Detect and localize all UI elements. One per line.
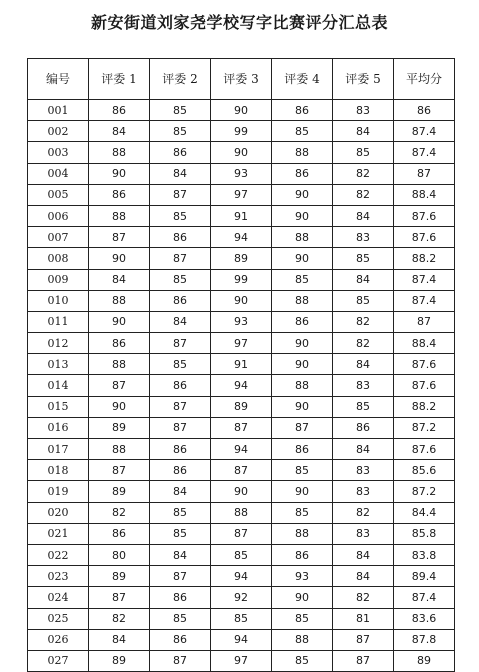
cell-average: 87.4 xyxy=(394,121,455,142)
cell-judge-3: 94 xyxy=(211,439,272,460)
cell-average: 87 xyxy=(394,311,455,332)
cell-average: 88.2 xyxy=(394,396,455,417)
cell-judge-1: 90 xyxy=(89,248,150,269)
table-row xyxy=(28,544,455,565)
cell-judge-1: 90 xyxy=(89,311,150,332)
cell-judge-2: 86 xyxy=(150,439,211,460)
cell-judge-2: 87 xyxy=(150,248,211,269)
cell-average: 87.6 xyxy=(394,354,455,375)
cell-id: 005 xyxy=(28,184,89,205)
header-judge-1: 评委 1 xyxy=(89,59,150,100)
cell-judge-4: 88 xyxy=(272,227,333,248)
cell-judge-4: 86 xyxy=(272,439,333,460)
cell-judge-1: 87 xyxy=(89,375,150,396)
cell-judge-5: 82 xyxy=(333,311,394,332)
cell-id: 007 xyxy=(28,227,89,248)
cell-judge-2: 86 xyxy=(150,142,211,163)
table-row xyxy=(28,439,455,460)
cell-judge-2: 86 xyxy=(150,290,211,311)
cell-judge-3: 94 xyxy=(211,629,272,650)
cell-average: 87.2 xyxy=(394,481,455,502)
cell-id: 012 xyxy=(28,333,89,354)
table-row xyxy=(28,523,455,544)
cell-judge-5: 82 xyxy=(333,184,394,205)
cell-judge-5: 82 xyxy=(333,502,394,523)
cell-judge-5: 83 xyxy=(333,100,394,121)
cell-judge-5: 85 xyxy=(333,248,394,269)
cell-judge-1: 89 xyxy=(89,566,150,587)
cell-judge-4: 86 xyxy=(272,311,333,332)
cell-judge-4: 93 xyxy=(272,566,333,587)
cell-average: 85.8 xyxy=(394,523,455,544)
cell-judge-3: 94 xyxy=(211,375,272,396)
cell-judge-5: 83 xyxy=(333,460,394,481)
cell-id: 006 xyxy=(28,205,89,226)
cell-judge-1: 82 xyxy=(89,608,150,629)
cell-judge-2: 85 xyxy=(150,269,211,290)
cell-judge-4: 86 xyxy=(272,544,333,565)
cell-id: 026 xyxy=(28,629,89,650)
table-row xyxy=(28,269,455,290)
cell-judge-1: 80 xyxy=(89,544,150,565)
cell-id: 001 xyxy=(28,100,89,121)
cell-average: 87.4 xyxy=(394,587,455,608)
cell-average: 89.4 xyxy=(394,566,455,587)
table-row xyxy=(28,650,455,671)
cell-judge-5: 84 xyxy=(333,269,394,290)
cell-judge-2: 87 xyxy=(150,566,211,587)
cell-judge-3: 97 xyxy=(211,650,272,671)
cell-judge-5: 83 xyxy=(333,227,394,248)
cell-judge-5: 87 xyxy=(333,629,394,650)
cell-judge-2: 86 xyxy=(150,227,211,248)
cell-id: 013 xyxy=(28,354,89,375)
cell-id: 004 xyxy=(28,163,89,184)
cell-id: 019 xyxy=(28,481,89,502)
cell-judge-2: 86 xyxy=(150,460,211,481)
cell-judge-5: 84 xyxy=(333,121,394,142)
cell-average: 87.4 xyxy=(394,269,455,290)
cell-id: 027 xyxy=(28,650,89,671)
cell-judge-3: 99 xyxy=(211,269,272,290)
cell-judge-3: 90 xyxy=(211,481,272,502)
cell-id: 024 xyxy=(28,587,89,608)
cell-judge-4: 90 xyxy=(272,248,333,269)
table-row xyxy=(28,205,455,226)
cell-judge-4: 86 xyxy=(272,100,333,121)
cell-judge-1: 90 xyxy=(89,396,150,417)
cell-judge-4: 88 xyxy=(272,375,333,396)
cell-average: 87.8 xyxy=(394,629,455,650)
header-row xyxy=(28,59,455,100)
cell-judge-5: 84 xyxy=(333,439,394,460)
cell-judge-1: 89 xyxy=(89,481,150,502)
cell-average: 86 xyxy=(394,100,455,121)
cell-judge-5: 85 xyxy=(333,396,394,417)
cell-judge-4: 88 xyxy=(272,142,333,163)
cell-id: 023 xyxy=(28,566,89,587)
cell-judge-3: 87 xyxy=(211,460,272,481)
cell-judge-5: 85 xyxy=(333,290,394,311)
cell-id: 014 xyxy=(28,375,89,396)
cell-id: 021 xyxy=(28,523,89,544)
cell-average: 87.4 xyxy=(394,142,455,163)
cell-judge-3: 93 xyxy=(211,311,272,332)
cell-judge-4: 88 xyxy=(272,523,333,544)
cell-judge-3: 94 xyxy=(211,227,272,248)
cell-judge-2: 87 xyxy=(150,417,211,438)
header-judge-5: 评委 5 xyxy=(333,59,394,100)
cell-judge-1: 86 xyxy=(89,100,150,121)
cell-id: 015 xyxy=(28,396,89,417)
table-row xyxy=(28,333,455,354)
cell-id: 003 xyxy=(28,142,89,163)
header-average: 平均分 xyxy=(394,59,455,100)
table-row xyxy=(28,460,455,481)
cell-judge-3: 91 xyxy=(211,205,272,226)
cell-judge-2: 84 xyxy=(150,481,211,502)
cell-average: 87.6 xyxy=(394,375,455,396)
cell-id: 016 xyxy=(28,417,89,438)
cell-judge-3: 90 xyxy=(211,100,272,121)
cell-judge-1: 88 xyxy=(89,290,150,311)
cell-judge-5: 82 xyxy=(333,587,394,608)
cell-judge-4: 90 xyxy=(272,354,333,375)
cell-judge-5: 85 xyxy=(333,142,394,163)
cell-judge-2: 86 xyxy=(150,587,211,608)
cell-average: 83.6 xyxy=(394,608,455,629)
cell-average: 89 xyxy=(394,650,455,671)
cell-average: 87.2 xyxy=(394,417,455,438)
cell-judge-2: 85 xyxy=(150,608,211,629)
cell-judge-2: 85 xyxy=(150,523,211,544)
cell-id: 018 xyxy=(28,460,89,481)
cell-judge-3: 85 xyxy=(211,544,272,565)
cell-judge-3: 94 xyxy=(211,566,272,587)
cell-judge-5: 87 xyxy=(333,650,394,671)
cell-judge-2: 84 xyxy=(150,163,211,184)
cell-judge-1: 87 xyxy=(89,227,150,248)
table-row xyxy=(28,396,455,417)
cell-id: 020 xyxy=(28,502,89,523)
cell-judge-2: 87 xyxy=(150,396,211,417)
cell-judge-1: 84 xyxy=(89,629,150,650)
table-row xyxy=(28,354,455,375)
cell-average: 87.4 xyxy=(394,290,455,311)
cell-id: 022 xyxy=(28,544,89,565)
table-row xyxy=(28,481,455,502)
cell-average: 87 xyxy=(394,163,455,184)
cell-judge-2: 84 xyxy=(150,544,211,565)
cell-judge-4: 88 xyxy=(272,629,333,650)
cell-average: 87.6 xyxy=(394,439,455,460)
cell-average: 88.4 xyxy=(394,333,455,354)
cell-judge-3: 88 xyxy=(211,502,272,523)
cell-judge-5: 84 xyxy=(333,544,394,565)
cell-average: 85.6 xyxy=(394,460,455,481)
cell-judge-2: 86 xyxy=(150,629,211,650)
table-row xyxy=(28,566,455,587)
table-row xyxy=(28,100,455,121)
cell-judge-4: 88 xyxy=(272,290,333,311)
cell-judge-3: 89 xyxy=(211,396,272,417)
cell-judge-4: 85 xyxy=(272,650,333,671)
cell-judge-2: 84 xyxy=(150,311,211,332)
cell-judge-2: 85 xyxy=(150,100,211,121)
cell-id: 008 xyxy=(28,248,89,269)
cell-judge-4: 85 xyxy=(272,269,333,290)
cell-judge-1: 87 xyxy=(89,587,150,608)
cell-id: 010 xyxy=(28,290,89,311)
table-row xyxy=(28,142,455,163)
cell-judge-4: 90 xyxy=(272,396,333,417)
table-row xyxy=(28,290,455,311)
cell-judge-4: 85 xyxy=(272,608,333,629)
cell-judge-4: 90 xyxy=(272,184,333,205)
cell-judge-2: 87 xyxy=(150,650,211,671)
cell-judge-3: 89 xyxy=(211,248,272,269)
cell-judge-3: 99 xyxy=(211,121,272,142)
cell-judge-1: 88 xyxy=(89,439,150,460)
cell-judge-3: 85 xyxy=(211,608,272,629)
cell-judge-2: 85 xyxy=(150,205,211,226)
cell-judge-4: 85 xyxy=(272,502,333,523)
header-judge-4: 评委 4 xyxy=(272,59,333,100)
cell-average: 88.4 xyxy=(394,184,455,205)
cell-judge-3: 90 xyxy=(211,290,272,311)
cell-judge-4: 90 xyxy=(272,333,333,354)
table-row xyxy=(28,417,455,438)
table-row xyxy=(28,629,455,650)
cell-judge-1: 84 xyxy=(89,269,150,290)
cell-judge-4: 90 xyxy=(272,587,333,608)
table-row xyxy=(28,375,455,396)
table-body xyxy=(28,100,455,672)
cell-judge-2: 85 xyxy=(150,354,211,375)
page-title: 新安街道刘家尧学校写字比赛评分汇总表 xyxy=(90,13,388,32)
cell-judge-3: 87 xyxy=(211,417,272,438)
cell-id: 025 xyxy=(28,608,89,629)
cell-judge-1: 87 xyxy=(89,460,150,481)
table-row xyxy=(28,608,455,629)
header-id: 编号 xyxy=(28,59,89,100)
cell-id: 009 xyxy=(28,269,89,290)
header-judge-2: 评委 2 xyxy=(150,59,211,100)
table-row xyxy=(28,587,455,608)
table-row xyxy=(28,227,455,248)
cell-judge-4: 90 xyxy=(272,205,333,226)
score-table xyxy=(27,58,455,672)
cell-id: 017 xyxy=(28,439,89,460)
cell-average: 88.2 xyxy=(394,248,455,269)
cell-judge-3: 90 xyxy=(211,142,272,163)
cell-judge-4: 85 xyxy=(272,460,333,481)
cell-judge-3: 91 xyxy=(211,354,272,375)
header-judge-3: 评委 3 xyxy=(211,59,272,100)
cell-judge-4: 90 xyxy=(272,481,333,502)
cell-judge-3: 97 xyxy=(211,333,272,354)
cell-judge-1: 90 xyxy=(89,163,150,184)
cell-id: 002 xyxy=(28,121,89,142)
cell-judge-1: 89 xyxy=(89,417,150,438)
cell-judge-2: 87 xyxy=(150,333,211,354)
cell-judge-5: 84 xyxy=(333,354,394,375)
cell-judge-1: 88 xyxy=(89,205,150,226)
cell-judge-3: 92 xyxy=(211,587,272,608)
cell-judge-2: 86 xyxy=(150,375,211,396)
cell-judge-5: 83 xyxy=(333,523,394,544)
cell-average: 87.6 xyxy=(394,227,455,248)
table-row xyxy=(28,163,455,184)
cell-judge-1: 86 xyxy=(89,523,150,544)
table-row xyxy=(28,311,455,332)
cell-judge-2: 85 xyxy=(150,121,211,142)
cell-judge-1: 86 xyxy=(89,333,150,354)
cell-judge-1: 84 xyxy=(89,121,150,142)
cell-judge-3: 93 xyxy=(211,163,272,184)
cell-judge-5: 82 xyxy=(333,163,394,184)
table-row xyxy=(28,184,455,205)
cell-average: 84.4 xyxy=(394,502,455,523)
cell-average: 87.6 xyxy=(394,205,455,226)
cell-judge-5: 83 xyxy=(333,481,394,502)
cell-judge-1: 89 xyxy=(89,650,150,671)
cell-judge-5: 83 xyxy=(333,375,394,396)
cell-judge-4: 85 xyxy=(272,121,333,142)
table-row xyxy=(28,502,455,523)
cell-judge-4: 87 xyxy=(272,417,333,438)
cell-judge-5: 82 xyxy=(333,333,394,354)
cell-judge-1: 88 xyxy=(89,354,150,375)
cell-judge-1: 88 xyxy=(89,142,150,163)
cell-judge-3: 97 xyxy=(211,184,272,205)
cell-average: 83.8 xyxy=(394,544,455,565)
cell-judge-5: 81 xyxy=(333,608,394,629)
cell-judge-2: 85 xyxy=(150,502,211,523)
cell-judge-5: 86 xyxy=(333,417,394,438)
cell-id: 011 xyxy=(28,311,89,332)
cell-judge-1: 86 xyxy=(89,184,150,205)
cell-judge-2: 87 xyxy=(150,184,211,205)
cell-judge-5: 84 xyxy=(333,205,394,226)
cell-judge-4: 86 xyxy=(272,163,333,184)
cell-judge-5: 84 xyxy=(333,566,394,587)
cell-judge-3: 87 xyxy=(211,523,272,544)
cell-judge-1: 82 xyxy=(89,502,150,523)
table-row xyxy=(28,248,455,269)
table-row xyxy=(28,121,455,142)
